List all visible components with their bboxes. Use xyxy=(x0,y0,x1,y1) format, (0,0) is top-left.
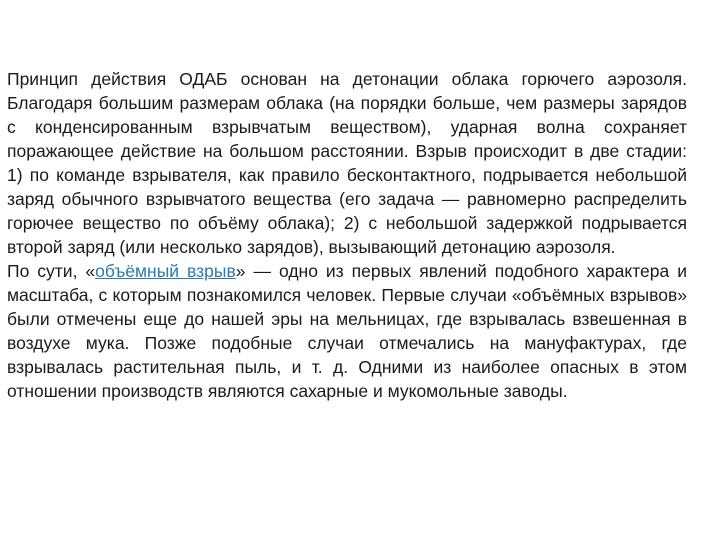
paragraph-2-body: » — одно из первых явлений подобного характера и масштаба, с которым познакомился человек. Первые случаи «объёмных взрывов» были отмечены еще до нашей эры на мельницах, где взрывалась взвешенная в воздухе мука. Позже подобные случаи отмечались на мануфактурах, где взрывалась растительная пыль, и т. д. Одними из наиболее опасных в этом отношении производств являются сахарные и мукомольные заводы. xyxy=(7,261,687,401)
link-explosion[interactable]: взрыв xyxy=(187,261,236,281)
paragraph-volume-explosion xyxy=(7,259,687,403)
link-volumetric[interactable]: объёмный xyxy=(95,261,180,281)
text-block xyxy=(7,67,687,403)
link-space[interactable] xyxy=(179,261,187,281)
paragraph-odab-principle: Принцип действия ОДАБ основан на детонации облака горючего аэрозоля. Благодаря большим размерам облака (на порядки больше, чем размеры зарядов с конденсированным взрывчатым веществом), ударная волна сохраняет поражающее действие на большом расстоянии. Взрыв происходит в две стадии: 1) по команде взрывателя, как правило бесконтактного, подрывается небольшой заряд обычного взрывчатого вещества (его задача — равномерно распределить горючее вещество по объёму облака); 2) с небольшой задержкой подрывается второй заряд (или несколько зарядов), вызывающий детонацию аэрозоля. xyxy=(7,69,687,257)
paragraph-2-intro: По сути, « xyxy=(7,261,96,281)
